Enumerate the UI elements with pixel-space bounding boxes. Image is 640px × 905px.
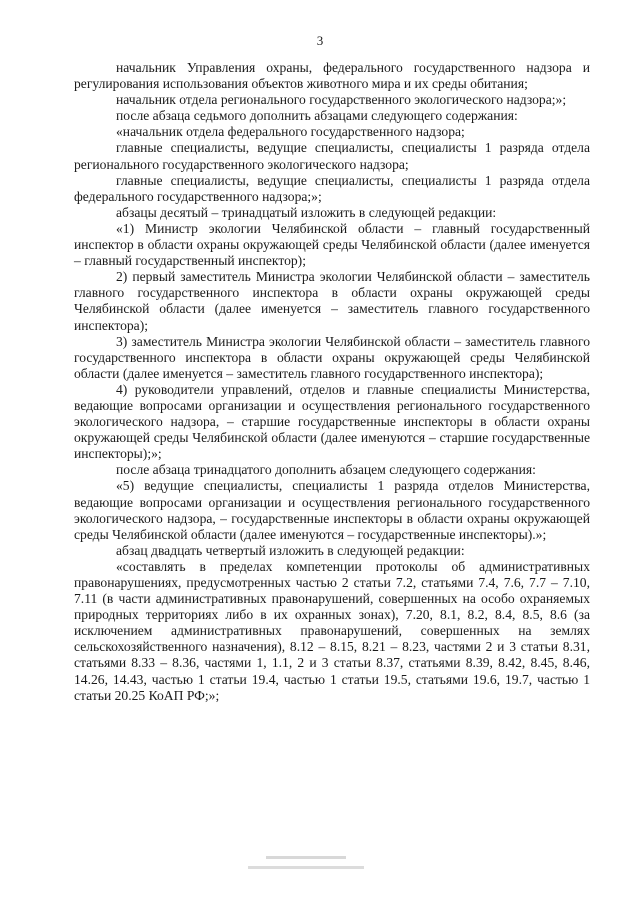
paragraph: 4) руководители управлений, отделов и главные специалисты Министерства, ведающие вопросами организации и осуществления регионального государственного экологического надзора, – старшие государственные инспекторы в области охраны окружающей среды Челябинской области (далее именуются – старшие государственные инспекторы);»;	[74, 381, 590, 462]
paragraph: «начальник отдела федерального государственного надзора;	[116, 124, 465, 140]
paragraph: абзац двадцать четвертый изложить в следующей редакции:	[116, 542, 465, 558]
paragraph: начальник Управления охраны, федерального государственного надзора и регулирования использования объектов животного мира и их среды обитания;	[74, 60, 590, 92]
paragraph: «составлять в пределах компетенции протоколы об административных правонарушениях, предусмотренных частью 2 статьи 7.2, статьями 7.4, 7.6, 7.7 – 7.10, 7.11 (в части административных правонарушений, совершенных на особо охраняемых природных территориях либо в их охранных зонах), 7.20, 8.1, 8.2, 8.4, 8.5, 8.6 (за исключением административных правонарушений, совершенных на землях сельскохозяйственного назначения), 8.12 – 8.15, 8.21 – 8.23, частями 2 и 3 статьи 8.31, статьями 8.33 – 8.36, частями 1, 1.1, 2 и 3 статьи 8.37, статьями 8.39, 8.42, 8.45, 8.46, 14.26, 14.43, частью 1 статьи 19.4, частью 1 статьи 19.5, статьями 19.6, 19.7, частью 1 статьи 20.25 КоАП РФ;»;	[74, 558, 590, 703]
faint-stamp-mark	[236, 853, 376, 878]
paragraph: 2) первый заместитель Министра экологии Челябинской области – заместитель главного государственного инспектора в области охраны окружающей среды Челябинской области (далее именуется – заместитель главного государственного инспектора);	[74, 269, 590, 333]
paragraph: главные специалисты, ведущие специалисты, специалисты 1 разряда отдела федерального государственного надзора;»;	[74, 172, 590, 204]
stamp-text-smudge	[236, 853, 376, 875]
paragraph: главные специалисты, ведущие специалисты, специалисты 1 разряда отдела регионального государственного экологического надзора;	[74, 140, 590, 172]
page-number: 3	[316, 33, 324, 48]
paragraph: начальник отдела регионального государственного экологического надзора;»;	[116, 92, 567, 108]
paragraph: после абзаца седьмого дополнить абзацами следующего содержания:	[116, 108, 518, 124]
paragraph: «5) ведущие специалисты, специалисты 1 разряда отделов Министерства, ведающие вопросами организации и осуществления регионального государственного экологического надзора, – государственные инспекторы в области охраны окружающей среды Челябинской области (далее именуются – государственные инспекторы).»;	[74, 478, 590, 542]
paragraph: 3) заместитель Министра экологии Челябинской области – заместитель главного государственного инспектора в области охраны окружающей среды Челябинской области (далее именуется – заместитель главного государственного инспектора);	[74, 333, 590, 381]
paragraph: абзацы десятый – тринадцатый изложить в следующей редакции:	[116, 204, 497, 220]
document-body	[74, 60, 590, 704]
paragraph: «1) Министр экологии Челябинской области – главный государственный инспектор в области охраны окружающей среды Челябинской области (далее именуется – главный государственный инспектор);	[74, 220, 590, 269]
paragraph: после абзаца тринадцатого дополнить абзацем следующего содержания:	[116, 462, 536, 478]
